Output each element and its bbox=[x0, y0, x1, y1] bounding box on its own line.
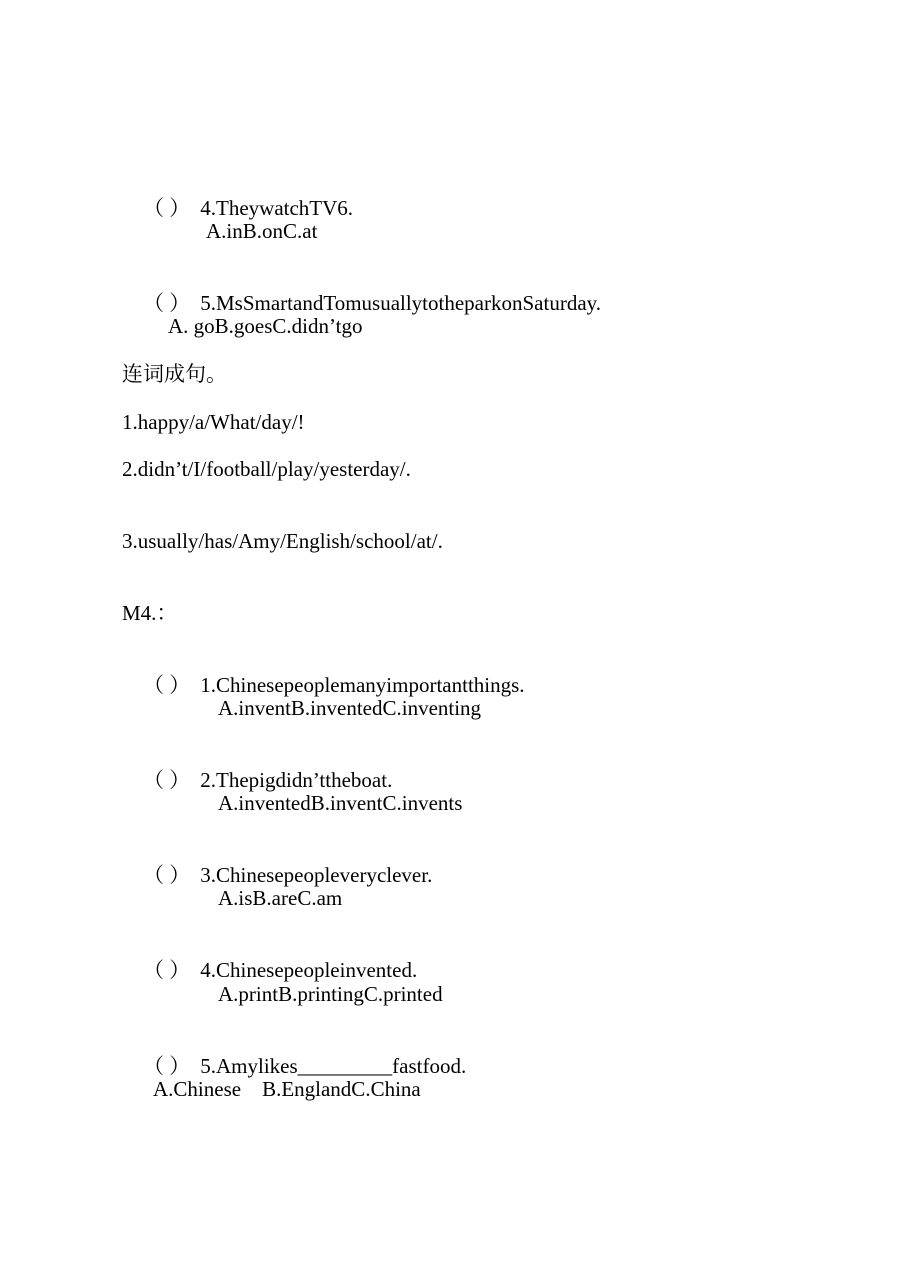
m4-question-2-options: A.inventedB.inventC.invents bbox=[218, 791, 463, 815]
sentence-item-3: 3.usually/has/Amy/English/school/at/. bbox=[122, 529, 443, 553]
sentence-item-2: 2.didn’t/I/football/play/yesterday/. bbox=[122, 457, 411, 481]
section-heading: 连词成句。 bbox=[122, 362, 227, 386]
question-text: 5.Amylikes_________fastfood. bbox=[200, 1054, 467, 1078]
question-5-options: A. goB.goesC.didn’tgo bbox=[168, 314, 363, 338]
question-text: 3.Chinesepeopleveryclever. bbox=[200, 863, 433, 887]
m4-question-1-options: A.inventB.inventedC.inventing bbox=[218, 696, 482, 720]
answer-blank: （ ） bbox=[143, 196, 191, 220]
question-text: 4.TheywatchTV6. bbox=[200, 196, 354, 220]
question-text: 4.Chinesepeopleinvented. bbox=[200, 958, 418, 982]
answer-blank: （ ） bbox=[143, 291, 191, 315]
question-4-options: A.inB.onC.at bbox=[206, 219, 318, 243]
answer-blank: （ ） bbox=[143, 863, 191, 887]
question-text: 1.Chinesepeoplemanyimportantthings. bbox=[200, 673, 525, 697]
m4-question-4-options: A.printB.printingC.printed bbox=[218, 982, 443, 1006]
answer-blank: （ ） bbox=[143, 768, 191, 792]
sentence-item-1: 1.happy/a/What/day/! bbox=[122, 410, 305, 434]
answer-blank: （ ） bbox=[143, 673, 191, 697]
m4-question-5-options: A.Chinese B.EnglandC.China bbox=[153, 1077, 421, 1101]
question-text: 5.MsSmartandTomusuallytotheparkonSaturday. bbox=[200, 291, 602, 315]
answer-blank: （ ） bbox=[143, 958, 191, 982]
m4-question-3-options: A.isB.areC.am bbox=[218, 886, 343, 910]
answer-blank: （ ） bbox=[143, 1054, 191, 1078]
question-text: 2.Thepigdidn’ttheboat. bbox=[200, 768, 393, 792]
section-heading-m4: M4.： bbox=[122, 601, 178, 625]
